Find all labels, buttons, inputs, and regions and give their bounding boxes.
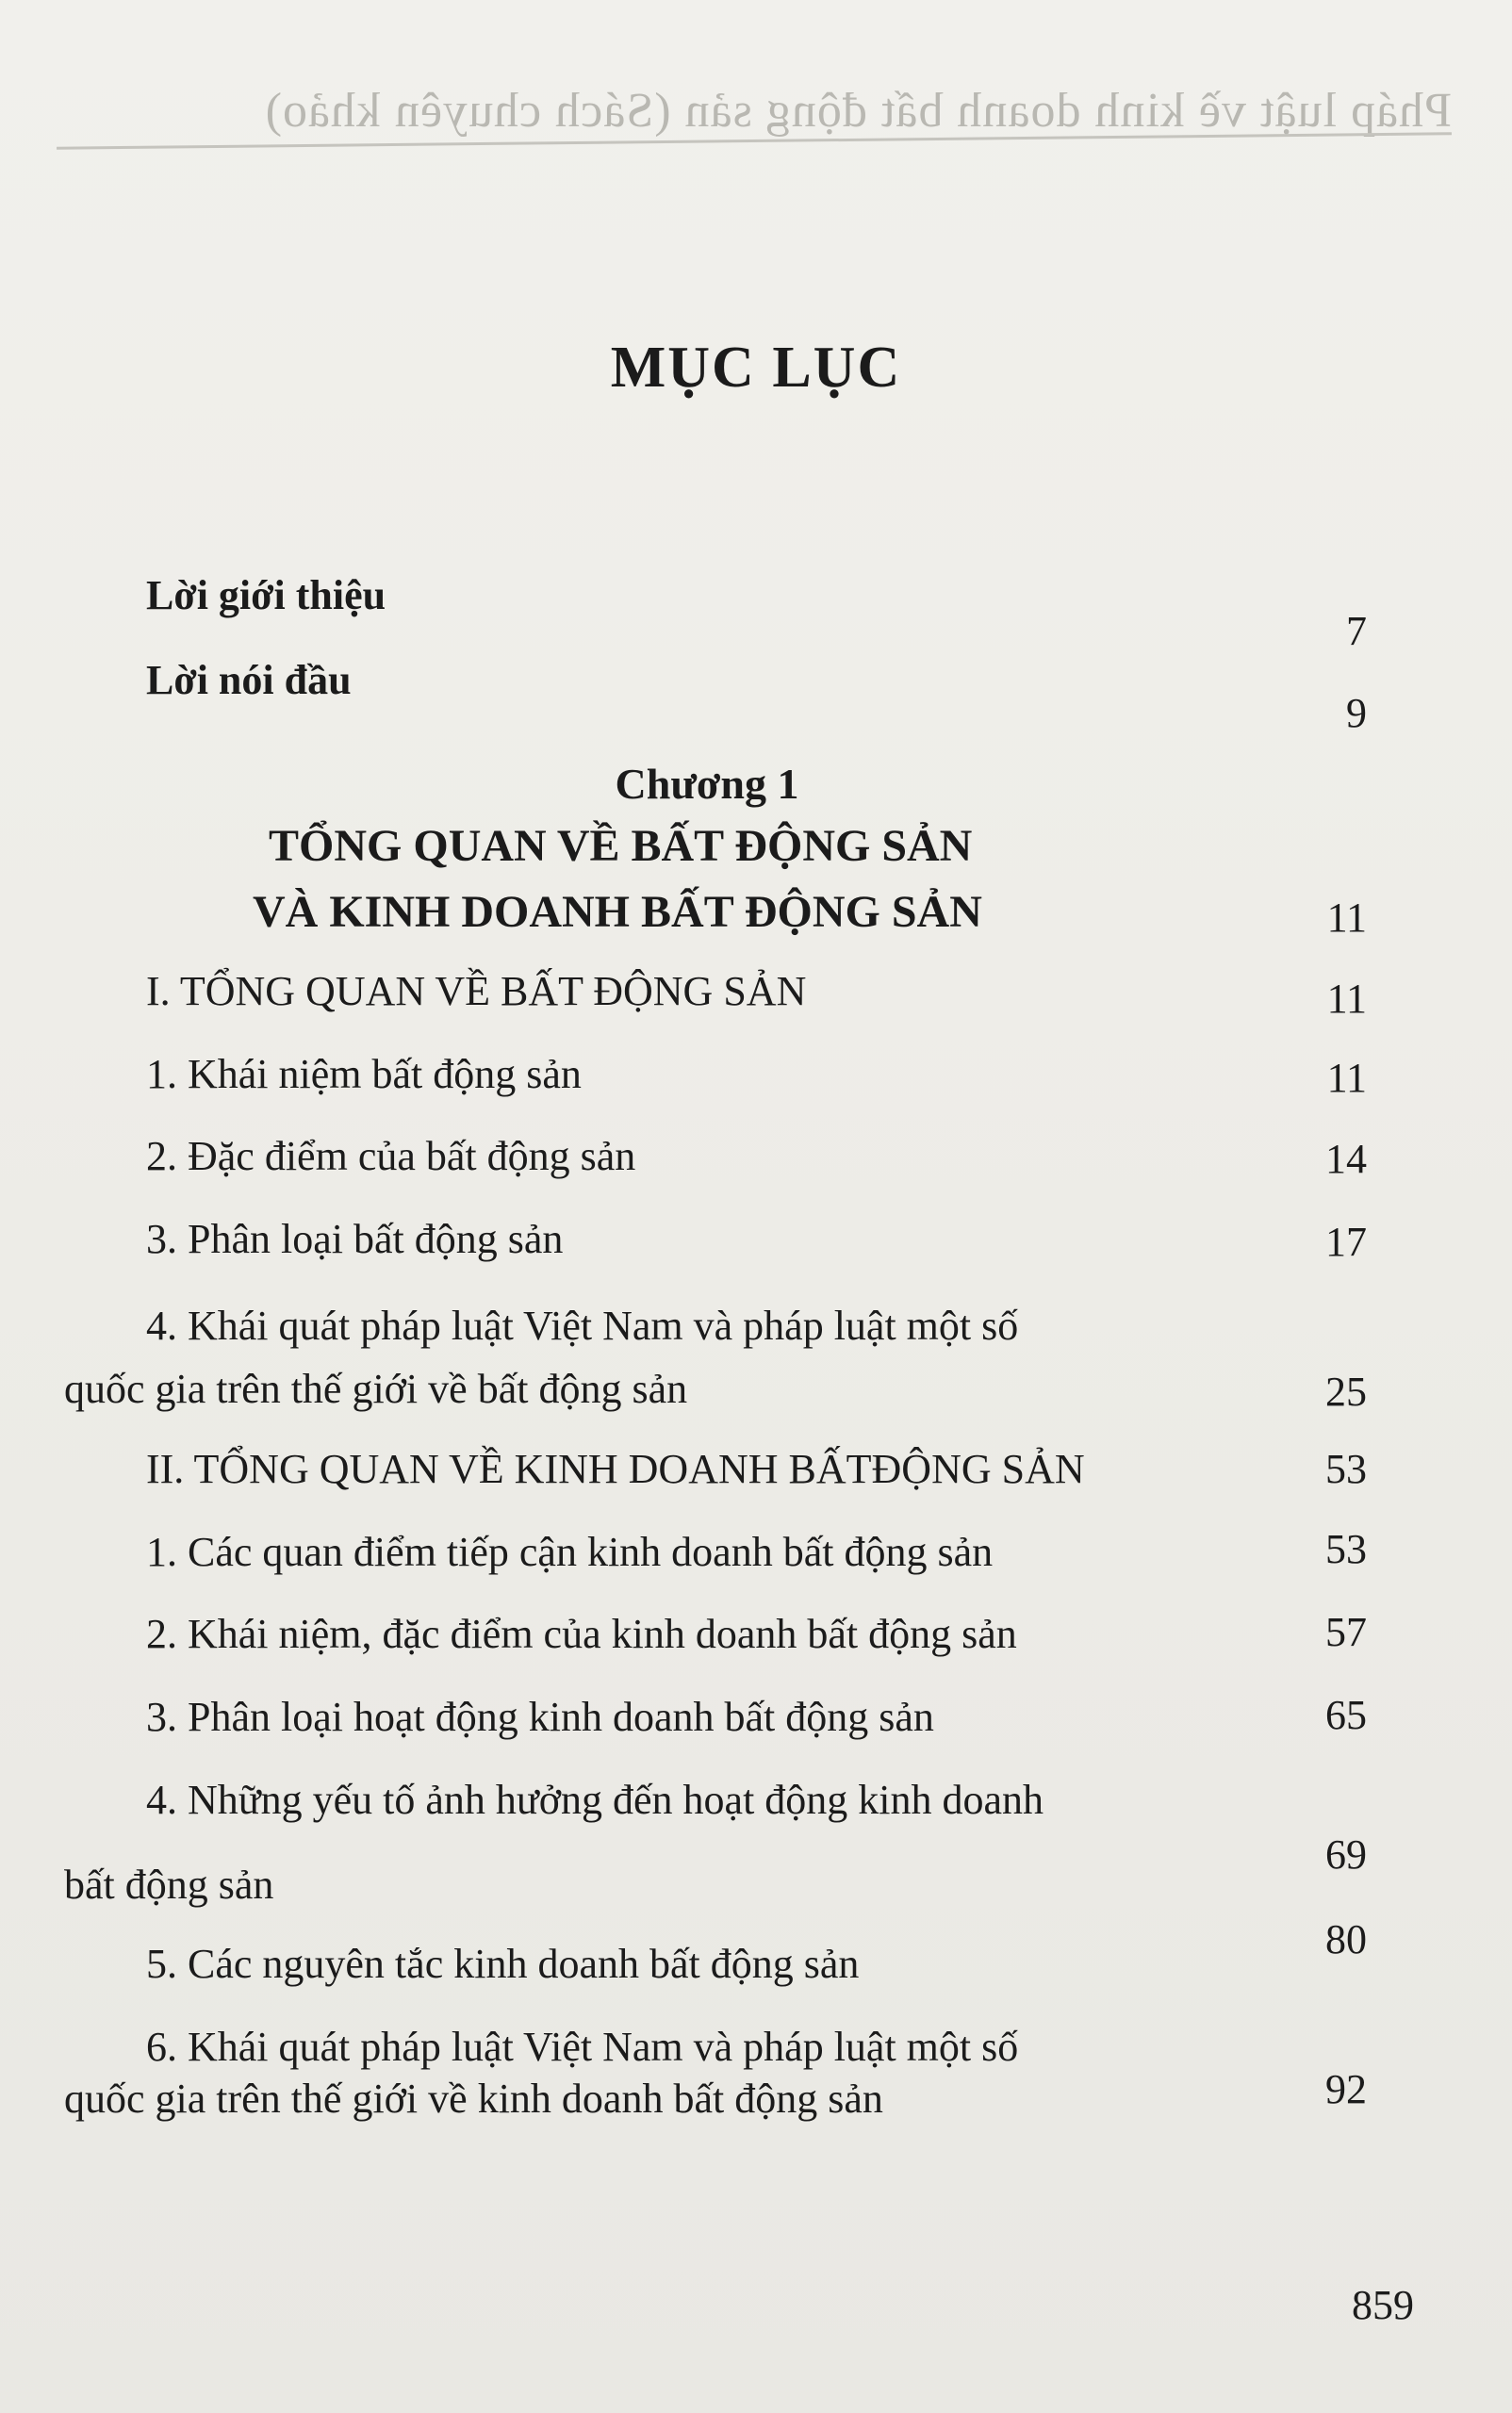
toc-entry-label: Lời nói đầu xyxy=(146,657,352,703)
section-heading: II. TỔNG QUAN VỀ KINH DOANH BẤTĐỘNG SẢN xyxy=(146,1446,1085,1492)
toc-entry-label: 3. Phân loại hoạt động kinh doanh bất động sản xyxy=(146,1694,934,1740)
toc-entry-page: 14 xyxy=(1325,1136,1367,1182)
toc-entry-label: 4. Khái quát pháp luật Việt Nam và pháp luật một số xyxy=(146,1303,1019,1349)
toc-entry-label: Lời giới thiệu xyxy=(146,572,386,618)
toc-entry-page: 11 xyxy=(1326,976,1367,1022)
page-number: 859 xyxy=(1352,2282,1414,2328)
toc-entry-page: 17 xyxy=(1325,1219,1367,1265)
toc-entry-page: 11 xyxy=(1326,1055,1367,1101)
toc-entry-page: 53 xyxy=(1325,1446,1367,1492)
toc-entry-page: 25 xyxy=(1325,1369,1367,1415)
toc-entry-page: 69 xyxy=(1325,1831,1367,1878)
toc-entry-label: 3. Phân loại bất động sản xyxy=(146,1216,564,1262)
chapter-title-line1: TỔNG QUAN VỀ BẤT ĐỘNG SẢN xyxy=(269,821,973,871)
toc-entry-label: 1. Các quan điểm tiếp cận kinh doanh bất động sản xyxy=(146,1529,994,1575)
toc-entry-label: 5. Các nguyên tắc kinh doanh bất động sản xyxy=(146,1941,860,1987)
toc-entry-label-cont: quốc gia trên thế giới về bất động sản xyxy=(64,1366,688,1412)
toc-entry-label: 1. Khái niệm bất động sản xyxy=(146,1051,582,1097)
page-title: MỤC LỤC xyxy=(610,336,902,400)
running-header: Pháp luật về kinh doanh bất động sản (Sách chuyên khảo) xyxy=(264,84,1452,138)
toc-entry-label: 2. Đặc điểm của bất động sản xyxy=(146,1133,636,1179)
chapter-title-line2: VÀ KINH DOANH BẤT ĐỘNG SẢN xyxy=(253,887,982,937)
toc-entry-label: 2. Khái niệm, đặc điểm của kinh doanh bất động sản xyxy=(146,1611,1017,1657)
toc-entry-page: 65 xyxy=(1325,1692,1367,1738)
toc-entry-label-cont: bất động sản xyxy=(64,1862,274,1908)
toc-entry-page: 53 xyxy=(1325,1526,1367,1572)
toc-entry-page: 57 xyxy=(1325,1609,1367,1655)
section-heading: I. TỔNG QUAN VỀ BẤT ĐỘNG SẢN xyxy=(146,968,807,1014)
toc-entry-label: 6. Khái quát pháp luật Việt Nam và pháp luật một số xyxy=(146,2024,1019,2070)
toc-entry-page: 9 xyxy=(1346,690,1367,736)
toc-entry-page: 7 xyxy=(1346,608,1367,654)
toc-entry-label: 4. Những yếu tố ảnh hưởng đến hoạt động kinh doanh xyxy=(146,1777,1044,1823)
toc-entry-page: 92 xyxy=(1325,2066,1367,2112)
toc-entry-label-cont: quốc gia trên thế giới về kinh doanh bất động sản xyxy=(64,2076,883,2122)
toc-entry-page: 80 xyxy=(1325,1916,1367,1962)
chapter-label: Chương 1 xyxy=(615,760,799,808)
toc-entry-page: 11 xyxy=(1326,895,1367,941)
